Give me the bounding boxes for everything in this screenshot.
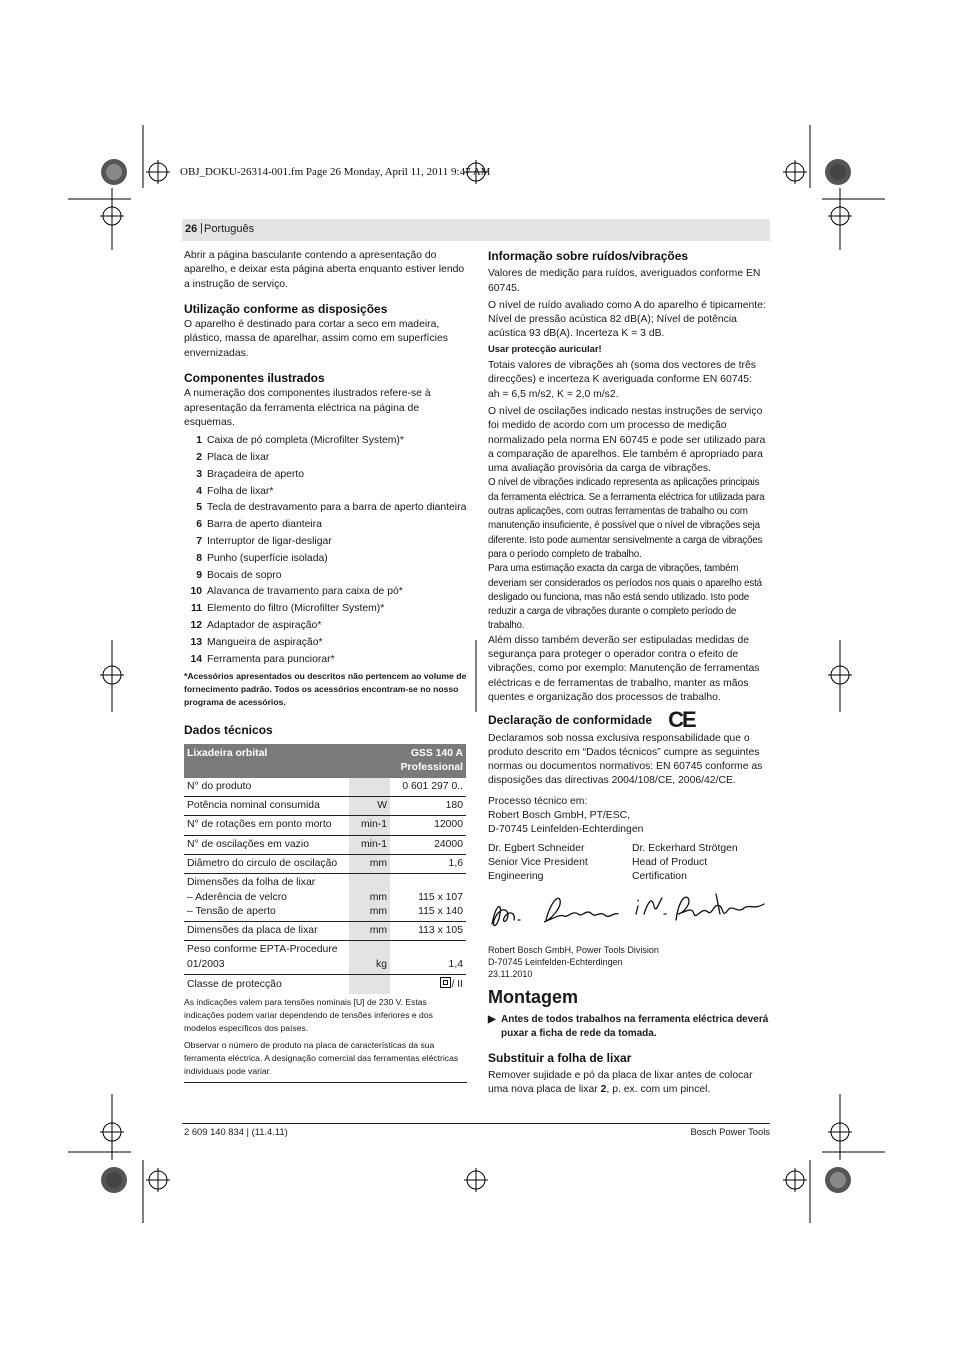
component-label: Punho (superfície isolada) — [207, 552, 328, 564]
table-row — [184, 835, 466, 854]
components-heading: Componentes ilustrados — [184, 371, 325, 386]
row-unit — [349, 778, 390, 797]
assembly-warning-text: Antes de todos trabalhos na ferramenta eléctrica deverá puxar a ficha de rede da tomada. — [501, 1013, 769, 1039]
component-number: 10 — [190, 586, 202, 598]
component-number: 4 — [196, 485, 202, 497]
row-label: Classe de protecção — [187, 978, 282, 990]
list-item — [184, 618, 467, 635]
ce-mark-icon: CE — [668, 707, 695, 733]
intro-text: Abrir a página basculante contendo a apresentação do aparelho, e deixar esta página aberta enquanto estiver lendo a instrução de serviço. — [184, 250, 465, 290]
signatory-2-dept: Certification — [632, 871, 687, 883]
row-value: 1,4 — [390, 941, 466, 975]
signatory-1-title: Senior Vice President — [488, 856, 588, 868]
component-label: Braçadeira de aperto — [207, 468, 305, 480]
row-label: N° do produto — [184, 778, 349, 797]
tech-data-heading: Dados técnicos — [184, 723, 273, 738]
row-value: 1,6 — [390, 854, 466, 873]
component-label: Interruptor de ligar-desligar — [207, 536, 332, 548]
row-value: 12000 — [390, 816, 466, 835]
table-header-row — [184, 744, 466, 778]
vibration-values: ah = 6,5 m/s2, K = 2,0 m/s2. — [488, 388, 619, 400]
component-number: 8 — [196, 552, 202, 564]
row-label: Peso conforme EPTA-Procedure 01/2003 — [184, 941, 349, 975]
row-unit: mm — [349, 854, 390, 873]
table-row — [184, 974, 466, 994]
vibration-safety-text: Além disso também deverão ser estipuladas medidas de segurança para proteger o operador contra o efeito de vibrações, como por exemplo: Manutenção de ferramentas eléctricas e de ferramentas de trabalho, manter as mãos quentes e organização dos processos de trabalho. — [488, 634, 760, 703]
table-row — [184, 797, 466, 816]
row-value: 115 x 107 115 x 140 — [390, 874, 466, 922]
row-value: 113 x 105 — [390, 922, 466, 941]
tech-file-label: Processo técnico em: — [488, 795, 588, 807]
component-number: 11 — [191, 603, 202, 615]
noise-heading: Informação sobre ruídos/vibrações — [488, 249, 689, 263]
table-row — [184, 941, 466, 975]
tech-data-table — [184, 744, 466, 995]
list-item — [184, 534, 467, 551]
table-row — [184, 874, 466, 922]
list-item — [184, 568, 467, 585]
conformity-text: Declaramos sob nossa exclusiva responsabilidade que o produto descrito em “Dados técnicos” cumpre as seguintes normas ou documentos normativos: EN 60745 conforme as disposições das directivas 2004/108/CE, 2006/42/CE. — [488, 732, 763, 787]
list-item — [184, 433, 467, 450]
assembly-warning — [488, 1013, 770, 1041]
right-column — [488, 249, 770, 1101]
component-number: 9 — [196, 569, 202, 581]
tech-file-line-2: D-70745 Leinfelden-Echterdingen — [488, 824, 644, 836]
row-unit: min-1 — [349, 816, 390, 835]
list-item — [184, 551, 467, 568]
list-item — [184, 450, 467, 467]
row-unit: mm mm — [349, 874, 390, 922]
table-row — [184, 854, 466, 873]
list-item — [184, 635, 467, 652]
conformity-heading-row — [488, 707, 770, 733]
row-value: 0 601 297 0.. — [390, 778, 466, 797]
noise-level-text: O nível de ruído avaliado como A do aparelho é tipicamente: Nível de pressão acústica 82 dB(A); Nível de potência acústica 93 dB(A). Incerteza K = 3 dB. — [488, 299, 766, 340]
row-value: / II — [390, 974, 466, 994]
component-number: 1 — [196, 435, 202, 447]
signatory-1 — [488, 842, 632, 885]
use-text: O aparelho é destinado para cortar a seco em madeira, plástico, massa de aparelhar, assim como em superfícies envernizadas. — [184, 319, 448, 359]
bullet-arrow-icon: ▶ — [488, 1013, 496, 1025]
company-line-1: Robert Bosch GmbH, Power Tools Division — [488, 945, 659, 956]
row-label: Dimensões da placa de lixar — [184, 922, 349, 941]
component-label: Ferramenta para punciorar* — [207, 653, 335, 665]
component-label: Bocais de sopro — [207, 569, 282, 581]
header-separator: | — [200, 222, 203, 234]
signatory-1-name: Dr. Egbert Schneider — [488, 842, 585, 854]
signatory-2-title: Head of Product — [632, 856, 708, 868]
footer-rule — [182, 1123, 770, 1124]
component-label: Placa de lixar — [207, 452, 270, 464]
conformity-heading: Declaração de conformidade — [488, 713, 653, 728]
component-label: Elemento do filtro (Microfilter System)* — [207, 603, 385, 615]
list-item — [184, 467, 467, 484]
ear-protection-warning: Usar protecção auricular! — [488, 342, 602, 354]
signatory-2-name: Dr. Eckerhard Strötgen — [632, 842, 738, 854]
list-item — [184, 500, 467, 517]
handwritten-signatures — [488, 884, 770, 940]
replace-sheet-heading: Substituir a folha de lixar — [488, 1050, 632, 1065]
row-unit: min-1 — [349, 835, 390, 854]
components-intro: A numeração dos componentes ilustrados refere-se à apresentação da ferramenta eléctrica na página de esquemas. — [184, 388, 431, 428]
component-label: Barra de aperto dianteira — [207, 519, 322, 531]
left-column — [184, 249, 467, 1083]
tech-file-line-1: Robert Bosch GmbH, PT/ESC, — [488, 809, 631, 821]
component-number: 14 — [190, 653, 202, 665]
replace-sheet-text: Remover sujidade e pó da placa de lixar antes de colocar uma nova placa de lixar 2, p. ex. com um pincel. — [488, 1070, 753, 1096]
noise-measure-text: Valores de medição para ruídos, averiguados conforme EN 60745. — [488, 268, 761, 294]
signatory-2 — [632, 842, 776, 885]
list-item — [184, 601, 467, 618]
component-number: 7 — [196, 536, 202, 548]
row-unit: W — [349, 797, 390, 816]
company-line-2: D-70745 Leinfelden-Echterdingen — [488, 957, 623, 968]
component-label: Mangueira de aspiração* — [207, 636, 323, 648]
table-note-product-number: Observar o número de produto na placa de características da sua ferramenta eléctrica. A designação comercial das ferramentas eléctricas individuais pode variar. — [184, 1039, 467, 1083]
declaration-date: 23.11.2010 — [488, 969, 533, 980]
company-address — [488, 944, 770, 980]
vibration-standard-text: O nível de oscilações indicado nestas instruções de serviço foi medido de acordo com um processo de medição normalizado pela norma EN 60745 e pode ser utilizado para a comparação de aparelhos. Ele também é apropriado para uma avaliação provisória da carga de vibrações. — [488, 405, 766, 475]
row-label: N° de oscilações em vazio — [184, 835, 349, 854]
component-label: Adaptador de aspiração* — [207, 620, 322, 632]
component-number: 12 — [190, 620, 202, 632]
table-row — [184, 922, 466, 941]
component-number: 6 — [196, 519, 202, 531]
table-row — [184, 778, 466, 797]
assembly-heading: Montagem — [488, 987, 578, 1008]
signatories — [488, 842, 770, 885]
row-label: Dimensões da folha de lixar – Aderência de velcro – Tensão de aperto — [184, 874, 349, 922]
table-row — [184, 816, 466, 835]
component-number: 3 — [196, 468, 202, 480]
row-unit: kg — [349, 941, 390, 975]
component-label: Alavanca de travamento para caixa de pó* — [207, 586, 403, 598]
page-header-bar — [182, 219, 770, 241]
header-language: Português — [204, 223, 255, 235]
signatory-1-dept: Engineering — [488, 871, 544, 883]
page-number: 26 — [185, 223, 198, 235]
component-label: Caixa de pó completa (Microfilter System)* — [207, 435, 404, 447]
row-value: 24000 — [390, 835, 466, 854]
table-note-voltage: As indicações valem para tensões nominais [U] de 230 V. Estas indicações podem variar dependendo de tensões inferiores e dos modelos específicos dos países. — [184, 997, 433, 1034]
row-value: 180 — [390, 797, 466, 816]
vibration-estimation-text: Para uma estimação exacta da carga de vibrações, também deveriam ser considerados os períodos nos quais o aparelho está desligado ou funciona, mas não está sendo utilizado. Isto pode reduzir a carga de vibrações durante o completo período de trabalho. — [488, 563, 762, 632]
vibration-applications-text: O nível de vibrações indicado representa as aplicações principais da ferramenta eléctrica. Se a ferramenta eléctrica for utilizada para outras aplicações, com outras ferramentas de trabalho ou com manutenção insuficiente, é possível que o nível de vibrações seja diferente. Isto pode aumentar sensivelmente a carga de vibrações para o período completo de trabalho. — [488, 477, 765, 560]
components-list — [184, 433, 467, 668]
row-unit — [349, 974, 390, 994]
protection-class-icon — [440, 977, 451, 988]
table-head-product-type: Lixadeira orbital — [184, 744, 390, 778]
component-number: 13 — [190, 636, 202, 648]
footer-doc-number: 2 609 140 834 | (11.4.11) — [184, 1126, 288, 1137]
component-label: Folha de lixar* — [207, 485, 274, 497]
file-slug: OBJ_DOKU-26314-001.fm Page 26 Monday, April 11, 2011 9:47 AM — [180, 166, 491, 178]
component-number: 5 — [196, 502, 202, 514]
list-item — [184, 484, 467, 501]
row-label: Potência nominal consumida — [184, 797, 349, 816]
table-head-model: GSS 140 A Professional — [390, 744, 466, 778]
use-heading: Utilização conforme as disposições — [184, 301, 388, 316]
vibration-total-text: Totais valores de vibrações ah (soma dos vectores de três direcções) e incerteza K averiguada conforme EN 60745: — [488, 360, 756, 386]
accessories-note: *Acessórios apresentados ou descritos não pertencem ao volume de fornecimento padrão. Todos os acessórios encontram-se no nosso programa de acessórios. — [184, 671, 467, 708]
row-label: Diâmetro do circulo de oscilação — [184, 854, 349, 873]
row-label: N° de rotações em ponto morto — [184, 816, 349, 835]
list-item — [184, 584, 467, 601]
footer-brand: Bosch Power Tools — [690, 1126, 770, 1137]
component-number: 2 — [196, 452, 202, 464]
component-label: Tecla de destravamento para a barra de aperto dianteira — [207, 502, 467, 514]
list-item — [184, 517, 467, 534]
row-unit: mm — [349, 922, 390, 941]
list-item — [184, 652, 467, 669]
